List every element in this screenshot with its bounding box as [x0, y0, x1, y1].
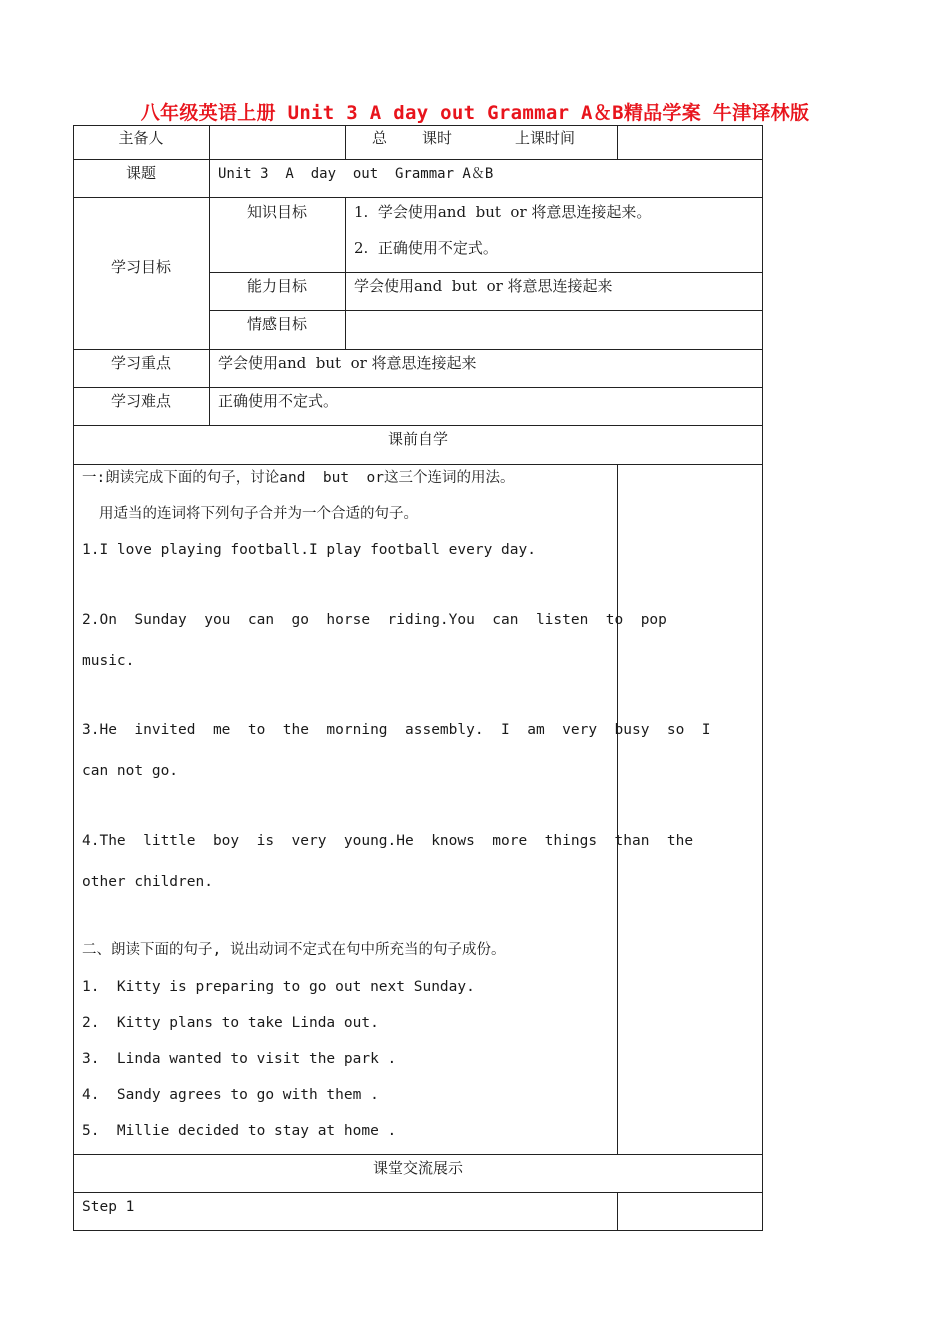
period-label: 课时 [422, 129, 453, 147]
ability-label: 能力目标 [246, 277, 307, 295]
class-time-label: 上课时间 [515, 129, 576, 147]
focus-value: 学会使用and but or 将意思连接起来 [218, 354, 477, 372]
emotion-label: 情感目标 [246, 315, 307, 333]
infinitive-sentence: 5. Millie decided to stay at home . [82, 1123, 397, 1139]
topic-value: Unit 3 A day out Grammar A＆B [218, 166, 494, 182]
infinitive-sentence: 4. Sandy agrees to go with them . [82, 1087, 379, 1103]
part1-instruction: 一:朗读完成下面的句子，讨论and but or这三个连词的用法。 [82, 470, 515, 486]
table-border [73, 125, 763, 126]
table-divider [209, 272, 763, 273]
sentence-line: 4.The little boy is very young.He knows more things than the [82, 833, 694, 849]
document-title: 八年级英语上册 Unit 3 A day out Grammar A＆B精品学案 牛津译林版 [140, 102, 810, 124]
lesson-plan-table [73, 125, 763, 1231]
ability-value: 学会使用and but or 将意思连接起来 [354, 277, 613, 295]
table-border [762, 125, 763, 1231]
knowledge-item: 2. 正确使用不定式。 [354, 239, 498, 257]
table-divider [73, 1192, 763, 1193]
table-divider [73, 1154, 763, 1155]
table-divider [73, 159, 763, 160]
focus-label: 学习重点 [110, 354, 171, 372]
part1-subinstruction: 用适当的连词将下列句子合并为一个合适的句子。 [99, 506, 418, 522]
topic-label: 课题 [125, 164, 156, 182]
table-border [73, 1230, 763, 1231]
preparer-label: 主备人 [118, 129, 164, 147]
table-divider [209, 310, 763, 311]
sentence-line: 1.I love playing football.I play football every day. [82, 542, 536, 558]
table-border [73, 125, 74, 1231]
sentence-line: other children. [82, 874, 213, 890]
table-divider [73, 197, 763, 198]
infinitive-sentence: 3. Linda wanted to visit the park . [82, 1051, 397, 1067]
table-divider [617, 464, 618, 1154]
table-divider [73, 387, 763, 388]
table-divider [345, 197, 346, 349]
table-divider [73, 425, 763, 426]
sentence-line: 2.On Sunday you can go horse riding.You can listen to pop [82, 612, 667, 628]
objectives-label: 学习目标 [110, 258, 171, 276]
infinitive-sentence: 1. Kitty is preparing to go out next Sunday. [82, 979, 475, 995]
table-divider [617, 125, 618, 159]
difficulty-label: 学习难点 [110, 392, 171, 410]
table-divider [345, 125, 346, 159]
classroom-heading: 课堂交流展示 [372, 1159, 463, 1177]
total-label: 总 [372, 129, 388, 147]
table-divider [209, 125, 210, 425]
table-divider [617, 1192, 618, 1230]
sentence-line: can not go. [82, 763, 179, 779]
knowledge-label: 知识目标 [246, 203, 307, 221]
infinitive-sentence: 2. Kitty plans to take Linda out. [82, 1015, 379, 1031]
table-divider [73, 349, 763, 350]
preview-heading: 课前自学 [387, 430, 448, 448]
sentence-line: 3.He invited me to the morning assembly. I am very busy so I [82, 722, 711, 738]
knowledge-item: 1. 学会使用and but or 将意思连接起来。 [354, 203, 652, 221]
step-1-label: Step 1 [82, 1199, 135, 1215]
part2-instruction: 二、朗读下面的句子, 说出动词不定式在句中所充当的句子成份。 [82, 942, 506, 958]
table-divider [73, 464, 763, 465]
difficulty-value: 正确使用不定式。 [218, 392, 339, 410]
sentence-line: music. [82, 653, 135, 669]
